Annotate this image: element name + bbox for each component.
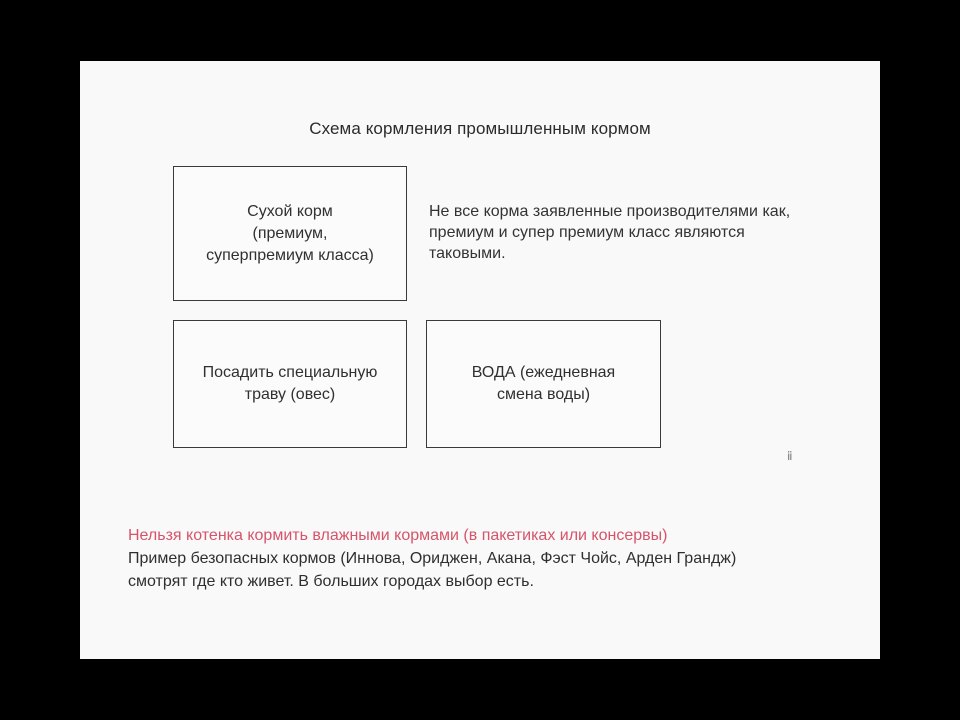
bottom-notes: [128, 524, 868, 593]
grass-text: Посадить специальную траву (овес): [202, 364, 378, 403]
slide: [80, 61, 880, 659]
water-box: [426, 320, 661, 448]
grass-box: [173, 320, 407, 448]
dry-food-box: [173, 166, 407, 301]
water-text: ВОДА (ежедневная смена воды): [471, 364, 616, 403]
cursor-mark: ⅱ: [787, 449, 793, 463]
availability-note: смотрят где кто живет. В больших городах выбор есть.: [128, 573, 534, 590]
dry-food-text: Сухой корм (премиум, суперпремиум класса): [206, 202, 374, 264]
slide-title: Схема кормления промышленным кормом: [309, 119, 651, 138]
wet-food-warning: Нельзя котенка кормить влажными кормами (в пакетиках или консервы): [128, 527, 668, 544]
premium-note: Не все корма заявленные производителями как, премиум и супер премиум класс являются таковыми.: [429, 203, 791, 262]
safe-food-examples: Пример безопасных кормов (Иннова, Ориджен, Акана, Фэст Чойс, Арден Грандж): [128, 550, 737, 567]
